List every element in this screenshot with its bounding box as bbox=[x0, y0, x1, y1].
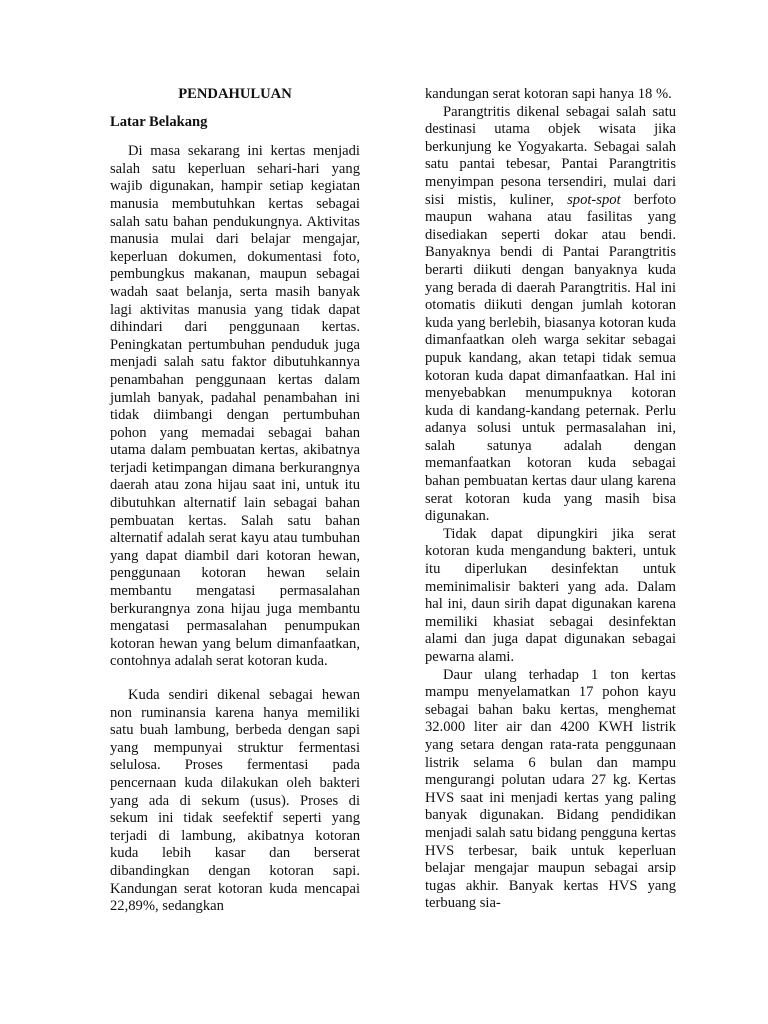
paragraph-parangtritis-start: Parangtritis dikenal sebagai salah satu destinasi utama objek wisata jika berkunjung ke Yogyakarta. Sebagai salah satu pantai tebesar, Pantai Parangtritis menyimpan pesona tersendiri, mulai dari sisi mistis, kuliner, bbox=[425, 103, 676, 208]
right-column bbox=[425, 86, 676, 913]
paragraph-paper-need: Di masa sekarang ini kertas menjadi salah satu keperluan sehari-hari yang wajib digunakan, hampir setiap kegiatan manusia membutuhkan kertas sebagai salah satu bahan pendukungnya. Aktivitas manusia mulai dari belajar mengajar, keperluan dokumen, dokumentasi foto, pembungkus makanan, maupun sebagai wadah saat belanja, serta masih banyak lagi aktivitas manusia yang tidak dapat dihindari dari penggunaan kertas. Peningkatan pertumbuhan penduduk juga menjadi salah satu faktor dibutuhkannya penambahan penggunaan kertas dalam jumlah banyak, padahal penambahan ini tidak diimbangi dengan pertumbuhan pohon yang memadai sebagai bahan utama dalam pembuatan kertas, akibatnya terjadi ketimpangan dimana berkurangnya daerah atau zona hijau saat ini, untuk itu dibutuhkan alternatif lain sebagai bahan pembuatan kertas. Salah satu bahan alternatif adalah serat kayu atau tumbuhan yang dapat diambil dari kotoran hewan, penggunaan kotoran hewan selain membantu mengatasi permasalahan berkurangnya zona hijau juga membantu mengatasi permasalahan penumpukan kotoran hewan yang belum dimanfaatkan, contohnya adalah serat kotoran kuda. bbox=[110, 143, 360, 670]
left-column bbox=[110, 86, 360, 916]
paragraph-horse-digestion: Kuda sendiri dikenal sebagai hewan non ruminansia karena hanya memiliki satu buah lambung, berbeda dengan sapi yang mempunyai struktur fermentasi selulosa. Proses fermentasi pada pencernaan kuda dilakukan oleh bakteri yang ada di sekum (usus). Proses di sekum ini tidak seefektif seperti yang terjadi di lambung, akibatnya kotoran kuda lebih kasar dan berserat dibandingkan dengan kotoran sapi. Kandungan serat kotoran kuda mencapai 22,89%, sedangkan bbox=[110, 687, 360, 915]
paragraph-recycling: Daur ulang terhadap 1 ton kertas mampu menyelamatkan 17 pohon kayu sebagai bahan baku kertas, menghemat 32.000 liter air dan 4200 KWH listrik yang setara dengan rata-rata penggunaan listrik selama 6 bulan dan mampu mengurangi polutan udara 27 kg. Kertas HVS saat ini menjadi kertas yang paling banyak digunakan. Bidang pendidikan menjadi salah satu bidang pengguna kertas HVS terbesar, baik untuk keperluan belajar mengajar maupun sebagai arsip tugas akhir. Banyak kertas HVS yang terbuang sia- bbox=[425, 666, 676, 912]
paragraph-parangtritis bbox=[425, 104, 676, 526]
paragraph-continuation: kandungan serat kotoran sapi hanya 18 %. bbox=[425, 86, 672, 102]
italic-term: spot-spot bbox=[567, 191, 621, 208]
paragraph-parangtritis-end: berfoto maupun wahana atau fasilitas yang disediakan seperti dokar atau bendi. Banyaknya bendi di Pantai Parangtritis berarti diikuti dengan banyaknya kuda yang berada di daerah Parangtritis. Hal ini otomatis diikuti dengan jumlah kotoran kuda yang berlebih, biasanya kotoran kuda dimanfaatkan oleh warga sekitar sebagai pupuk kandang, akan tetapi tidak semua kotoran kuda dapat dimanfaatkan. Hal ini menyebabkan menumpuknya kotoran kuda di kandang-kandang peternak. Perlu adanya solusi untuk permasalahan ini, salah satunya adalah dengan memanfaatkan kotoran kuda sebagai bahan pembuatan kertas daur ulang karena serat kotoran kuda yang masih bisa digunakan. bbox=[425, 191, 677, 525]
paragraph-bacteria: Tidak dapat dipungkiri jika serat kotoran kuda mengandung bakteri, untuk itu diperlukan desinfektan untuk meminimalisir bakteri yang ada. Dalam hal ini, daun sirih dapat digunakan karena memiliki khasiat sebagai desinfektan alami dan juga dapat digunakan sebagai pewarna alami. bbox=[425, 525, 676, 665]
subsection-heading: Latar Belakang bbox=[110, 113, 208, 130]
section-title: PENDAHULUAN bbox=[178, 86, 292, 102]
